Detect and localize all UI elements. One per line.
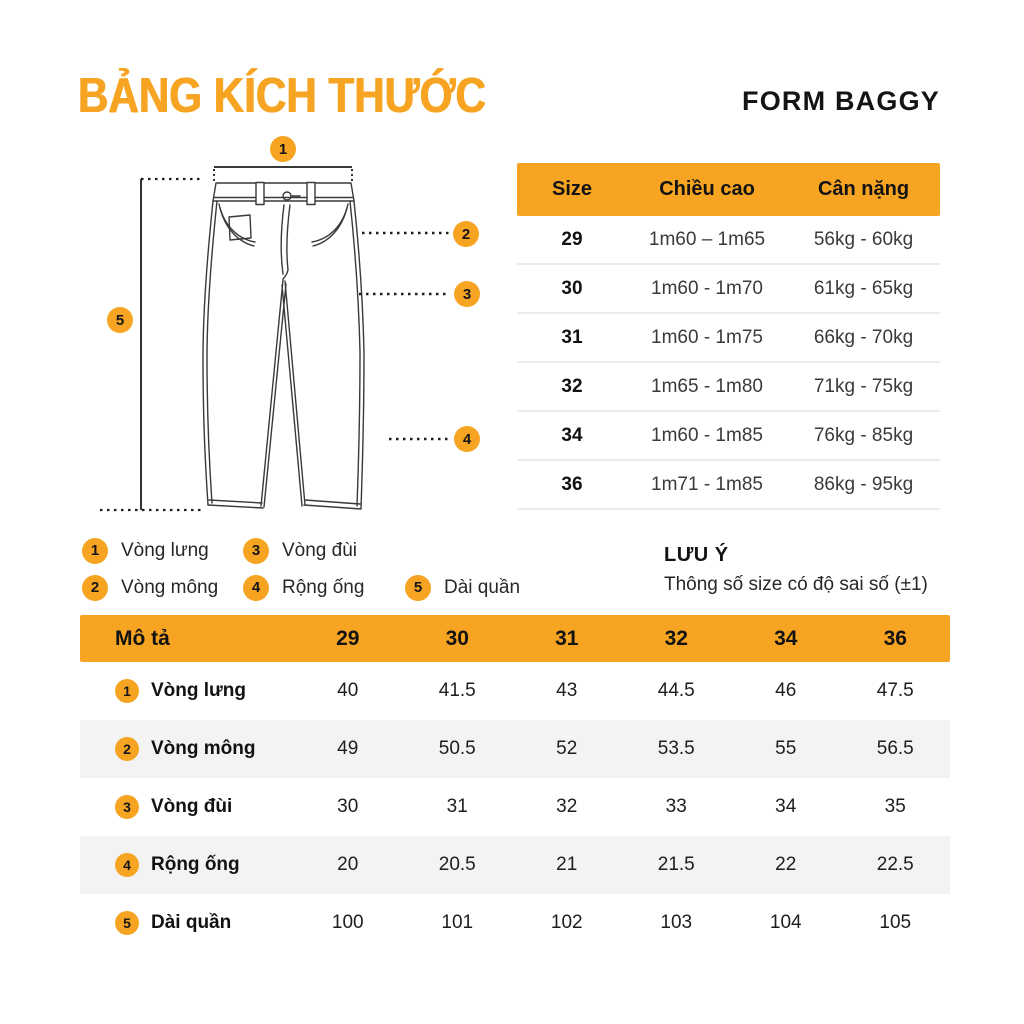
legend-number-badge: 2 bbox=[82, 575, 108, 601]
measurement-value: 47.5 bbox=[876, 680, 914, 701]
measurement-value: 41.5 bbox=[438, 680, 476, 701]
legend-item-1 bbox=[82, 537, 209, 564]
measurement-row-label-cell bbox=[80, 795, 293, 819]
height-range: 1m71 - 1m85 bbox=[651, 473, 763, 495]
size-value: 30 bbox=[561, 277, 583, 299]
legend-item-2 bbox=[82, 574, 218, 601]
figure-marker-4 bbox=[454, 426, 480, 452]
size-table-header-weight: Cân nặng bbox=[817, 178, 910, 200]
measurement-table-header-label: Mô tả bbox=[115, 626, 170, 650]
figure-marker-3-number: 3 bbox=[462, 285, 472, 303]
height-range: 1m60 – 1m65 bbox=[648, 228, 766, 250]
measurement-table-header-size: 34 bbox=[774, 626, 798, 650]
measurement-row-hip bbox=[80, 720, 950, 778]
size-table-header-row bbox=[517, 163, 940, 216]
legend-item-5 bbox=[405, 574, 520, 601]
size-table-row bbox=[517, 461, 940, 510]
measurement-value: 20.5 bbox=[438, 854, 476, 875]
figure-marker-3 bbox=[454, 281, 480, 307]
measurement-label: Vòng đùi bbox=[151, 796, 233, 817]
legend-label: Dài quần bbox=[444, 576, 521, 598]
figure-marker-2-number: 2 bbox=[461, 225, 471, 243]
measurement-label: Dài quần bbox=[151, 912, 232, 933]
measurement-value: 35 bbox=[884, 796, 906, 817]
measurement-value: 101 bbox=[441, 912, 474, 933]
weight-range: 56kg - 60kg bbox=[813, 228, 914, 250]
measurement-value: 43 bbox=[556, 680, 578, 701]
measurement-value: 100 bbox=[331, 912, 364, 933]
legend-label: Vòng đùi bbox=[282, 539, 358, 561]
note-text: Thông số size có độ sai số (±1) bbox=[664, 574, 928, 595]
measurement-number-badge: 1 bbox=[115, 679, 139, 703]
measurement-label: Rộng ống bbox=[151, 854, 240, 875]
weight-range: 61kg - 65kg bbox=[813, 277, 914, 299]
measurement-number-badge: 4 bbox=[115, 853, 139, 877]
measurement-value: 32 bbox=[556, 796, 578, 817]
figure-marker-1 bbox=[270, 136, 296, 162]
legend-number-badge: 5 bbox=[405, 575, 431, 601]
size-table-header-height: Chiều cao bbox=[659, 178, 755, 200]
measurement-value: 40 bbox=[337, 680, 359, 701]
measurement-value: 102 bbox=[550, 912, 583, 933]
legend-item-3 bbox=[243, 537, 357, 564]
legend-number-badge: 3 bbox=[243, 538, 269, 564]
legend-number-badge: 4 bbox=[243, 575, 269, 601]
legend-label: Rộng ống bbox=[282, 576, 365, 598]
legend-item-4 bbox=[243, 574, 364, 601]
measurement-value: 52 bbox=[556, 738, 578, 759]
measurement-row-leg-opening bbox=[80, 836, 950, 894]
measurement-value: 44.5 bbox=[657, 680, 695, 701]
measurement-value: 33 bbox=[665, 796, 687, 817]
size-value: 34 bbox=[561, 424, 583, 446]
legend-label: Vòng mông bbox=[121, 576, 219, 598]
figure-marker-5-number: 5 bbox=[115, 311, 125, 329]
figure-marker-4-number: 4 bbox=[462, 430, 472, 448]
measurement-value: 22 bbox=[775, 854, 797, 875]
measurement-value: 49 bbox=[337, 738, 359, 759]
measurement-value: 20 bbox=[337, 854, 359, 875]
measurement-value: 31 bbox=[446, 796, 468, 817]
size-value: 36 bbox=[561, 473, 583, 495]
measurement-table-header-size: 30 bbox=[445, 626, 469, 650]
note-block bbox=[664, 544, 928, 596]
measurement-value: 105 bbox=[879, 912, 912, 933]
weight-range: 86kg - 95kg bbox=[813, 473, 914, 495]
measurement-value: 56.5 bbox=[876, 738, 914, 759]
measurement-table-header-row bbox=[80, 615, 950, 662]
size-table-row bbox=[517, 265, 940, 314]
measurement-value: 22.5 bbox=[876, 854, 914, 875]
measurement-value: 46 bbox=[775, 680, 797, 701]
measurement-table-header-size: 29 bbox=[336, 626, 360, 650]
measurement-value: 53.5 bbox=[657, 738, 695, 759]
size-table bbox=[517, 163, 940, 510]
weight-range: 76kg - 85kg bbox=[813, 424, 914, 446]
measurement-value: 21 bbox=[556, 854, 578, 875]
measurement-table-header-size: 32 bbox=[664, 626, 688, 650]
measurement-table-header-size: 36 bbox=[883, 626, 907, 650]
measurement-label: Vòng lưng bbox=[151, 680, 247, 701]
form-type-label: FORM BAGGY bbox=[742, 86, 940, 116]
measurement-row-length bbox=[80, 894, 950, 952]
height-range: 1m65 - 1m80 bbox=[651, 375, 763, 397]
measurement-table bbox=[80, 615, 950, 952]
weight-range: 71kg - 75kg bbox=[813, 375, 914, 397]
measurement-row-label-cell bbox=[80, 679, 293, 703]
size-table-row bbox=[517, 216, 940, 265]
measurement-value: 50.5 bbox=[438, 738, 476, 759]
measurement-value: 30 bbox=[337, 796, 359, 817]
page-title: BẢNG KÍCH THƯỚC bbox=[78, 69, 487, 123]
height-range: 1m60 - 1m70 bbox=[651, 277, 763, 299]
measurement-row-thigh bbox=[80, 778, 950, 836]
size-table-row bbox=[517, 363, 940, 412]
note-title: LƯU Ý bbox=[664, 544, 729, 566]
size-table-row bbox=[517, 314, 940, 363]
size-table-header-size: Size bbox=[551, 178, 593, 200]
size-value: 31 bbox=[561, 326, 583, 348]
measurement-number-badge: 5 bbox=[115, 911, 139, 935]
measurement-label: Vòng mông bbox=[151, 738, 256, 759]
measurement-row-waist bbox=[80, 662, 950, 720]
measurement-row-label-cell bbox=[80, 911, 293, 935]
figure-marker-1-number: 1 bbox=[278, 140, 288, 158]
legend-label: Vòng lưng bbox=[121, 539, 209, 561]
size-value: 29 bbox=[561, 228, 583, 250]
measurement-value: 55 bbox=[775, 738, 797, 759]
measurement-value: 21.5 bbox=[657, 854, 695, 875]
measurement-value: 104 bbox=[769, 912, 802, 933]
measurement-value: 103 bbox=[660, 912, 693, 933]
measurement-number-badge: 2 bbox=[115, 737, 139, 761]
measurement-table-header-size: 31 bbox=[555, 626, 579, 650]
height-range: 1m60 - 1m75 bbox=[651, 326, 763, 348]
measurement-row-label-cell bbox=[80, 853, 293, 877]
measurement-row-label-cell bbox=[80, 737, 293, 761]
legend-number-badge: 1 bbox=[82, 538, 108, 564]
weight-range: 66kg - 70kg bbox=[813, 326, 914, 348]
height-range: 1m60 - 1m85 bbox=[651, 424, 763, 446]
size-value: 32 bbox=[561, 375, 583, 397]
figure-marker-2 bbox=[453, 221, 479, 247]
figure-marker-5 bbox=[107, 307, 133, 333]
measurement-value: 34 bbox=[775, 796, 797, 817]
size-table-row bbox=[517, 412, 940, 461]
measurement-number-badge: 3 bbox=[115, 795, 139, 819]
